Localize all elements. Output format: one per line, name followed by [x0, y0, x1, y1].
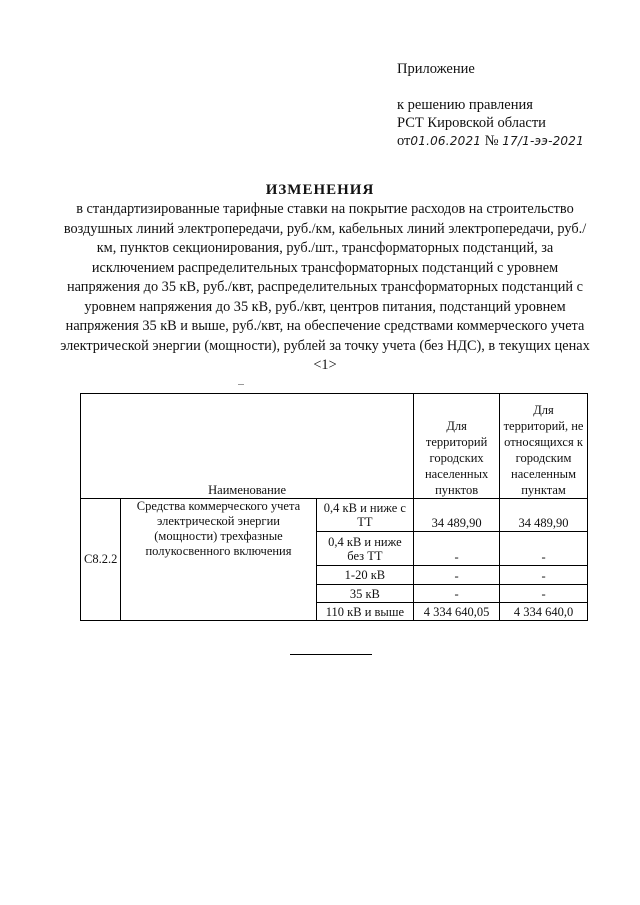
voltage-cell: 35 кВ	[316, 585, 414, 603]
urban-value: -	[414, 585, 500, 603]
header-nonurban: Для территорий, не относящихся к городским населенным пунктам	[500, 394, 588, 499]
voltage-cell: 0,4 кВ и ниже с ТТ	[316, 499, 414, 532]
decision-line: к решению правления	[397, 97, 533, 113]
nonurban-value: -	[500, 585, 588, 603]
scan-mark	[238, 384, 244, 385]
nonurban-value: -	[500, 532, 588, 566]
table-row	[81, 499, 588, 532]
voltage-cell: 110 кВ и выше	[316, 603, 414, 621]
appendix-label: Приложение	[397, 61, 475, 77]
authority-line: РСТ Кировской области	[397, 115, 546, 131]
nonurban-value: 34 489,90	[500, 499, 588, 532]
urban-value: 34 489,90	[414, 499, 500, 532]
table-header-row	[81, 394, 588, 499]
number-sign: №	[484, 133, 499, 149]
urban-value: -	[414, 532, 500, 566]
header-urban: Для территорий городских населенных пунктов	[414, 394, 500, 499]
tariff-table	[80, 393, 588, 621]
handwritten-number: 17/1-ээ-2021	[502, 134, 584, 148]
document-subtitle: в стандартизированные тарифные ставки на покрытие расходов на строительство воздушных линий электропередачи, руб./км, кабельных линий электропередачи, руб./км, пунктов секционирования, руб./шт., трансформаторных подстанций, за исключением распределительных трансформаторных подстанций с уровнем напряжения до 35 кВ, руб./квт, распределительных трансформаторных подстанций с уровнем напряжения до 35 кВ, руб./квт, центров питания, подстанций уровнем напряжения 35 кВ и выше, руб./квт, на обеспечение средствами коммерческого учета электрической энергии (мощности), рублей за точку учета (без НДС), в текущих ценах <1>	[60, 201, 590, 373]
nonurban-value: 4 334 640,0	[500, 603, 588, 621]
from-label: от	[397, 133, 411, 149]
document-title: ИЗМЕНЕНИЯ	[265, 182, 375, 198]
header-name: Наименование	[81, 394, 414, 499]
handwritten-date: 01.06.2021	[410, 134, 482, 148]
footnote-separator	[290, 654, 372, 655]
date-number-line	[397, 132, 584, 150]
urban-value: 4 334 640,05	[414, 603, 500, 621]
rate-code: С8.2.2	[81, 499, 121, 621]
voltage-cell: 1-20 кВ	[316, 566, 414, 585]
nonurban-value: -	[500, 566, 588, 585]
voltage-cell: 0,4 кВ и ниже без ТТ	[316, 532, 414, 566]
rate-description: Средства коммерческого учета электрической энергии (мощности) трехфазные полукосвенного включения	[121, 499, 316, 621]
urban-value: -	[414, 566, 500, 585]
